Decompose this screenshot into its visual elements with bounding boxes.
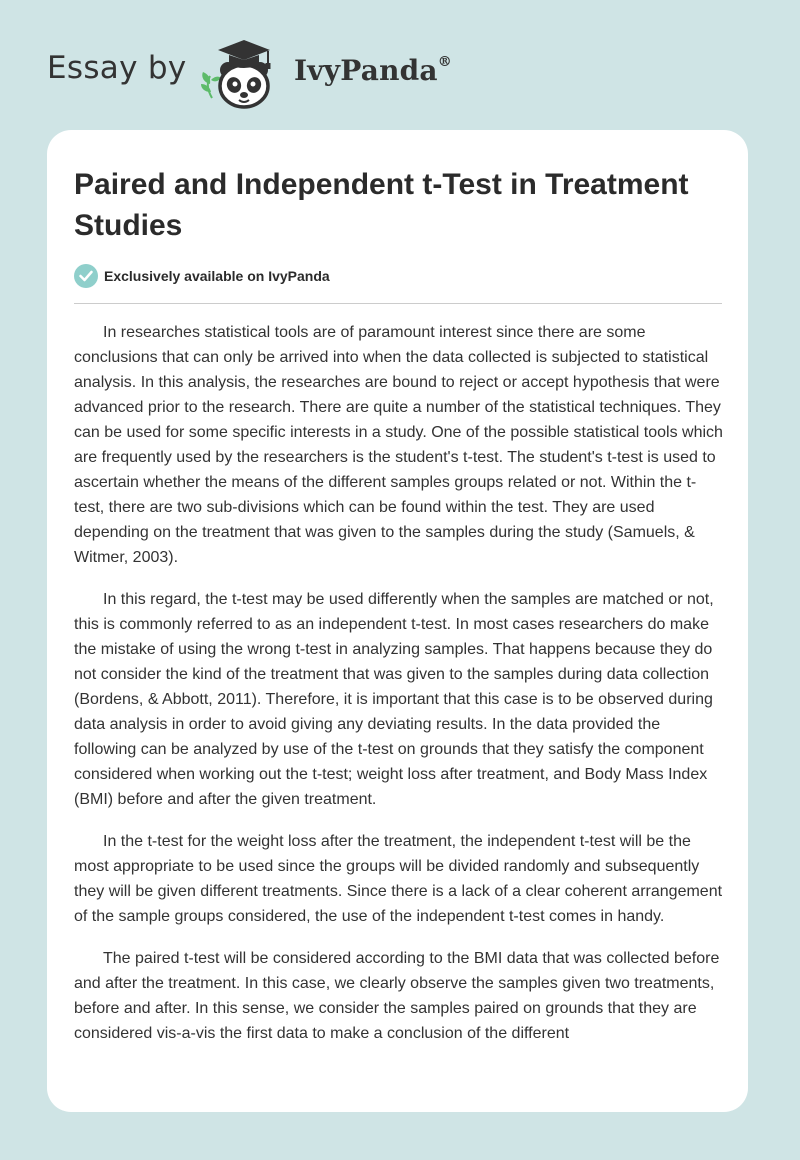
exclusive-badge-text: Exclusively available on IvyPanda xyxy=(104,268,330,284)
essay-by-label: Essay by xyxy=(47,50,187,86)
paragraph: In the t-test for the weight loss after the treatment, the independent t-test will be the most appropriate to be used since the groups will be divided randomly and subsequently they will be given different treatments. Since there is a lack of a clear coherent arrangement of the sample groups considered, the use of the independent t-test comes in handy. xyxy=(74,833,723,925)
paragraph: In researches statistical tools are of paramount interest since there are some conclusions that can only be arrived into when the data collected is subjected to statistical analysis. In this analysis, the researches are bound to reject or accept hypothesis that were advanced prior to the research. There are quite a number of the statistical techniques. They can be used for some specific interests in a study. One of the possible statistical tools which are frequently used by the researchers is the student's t-test. The student's t-test is used to ascertain whether the means of the different samples groups related or not. Within the t-test, there are two sub-divisions which can be found within the test. They are used depending on the treatment that was given to the samples during the study (Samuels, & Witmer, 2003). xyxy=(74,324,723,566)
paragraph: The paired t-test will be considered according to the BMI data that was collected before and after the treatment. In this case, we clearly observe the samples given two treatments, before and after. In this sense, we consider the samples paired on grounds that they are considered vis-a-vis the first data to make a conclusion of the different xyxy=(74,950,720,1042)
paragraph: In this regard, the t-test may be used differently when the samples are matched or not, this is commonly referred to as an independent t-test. In most cases researchers do make the mistake of using the wrong t-test in analyzing samples. That happens because they do not consider the kind of the treatment that was given to the samples during data collection (Bordens, & Abbott, 2011). Therefore, it is important that this case is to be observed during data analysis in order to avoid giving any deviating results. In the data provided the following can be analyzed by use of the t-test on grounds that they satisfy the component considered when working out the t-test; weight loss after treatment, and Body Mass Index (BMI) before and after the given treatment. xyxy=(74,591,714,808)
essay-card xyxy=(47,130,748,1112)
page-title: Paired and Independent t-Test in Treatment Studies xyxy=(74,168,689,242)
check-icon xyxy=(74,264,98,288)
essay-body xyxy=(74,320,724,1063)
exclusive-badge xyxy=(74,264,330,288)
brand-name[interactable]: IvyPanda® xyxy=(294,53,452,87)
panda-graduate-icon[interactable] xyxy=(198,36,290,110)
divider xyxy=(74,303,722,304)
site-header xyxy=(0,0,800,120)
